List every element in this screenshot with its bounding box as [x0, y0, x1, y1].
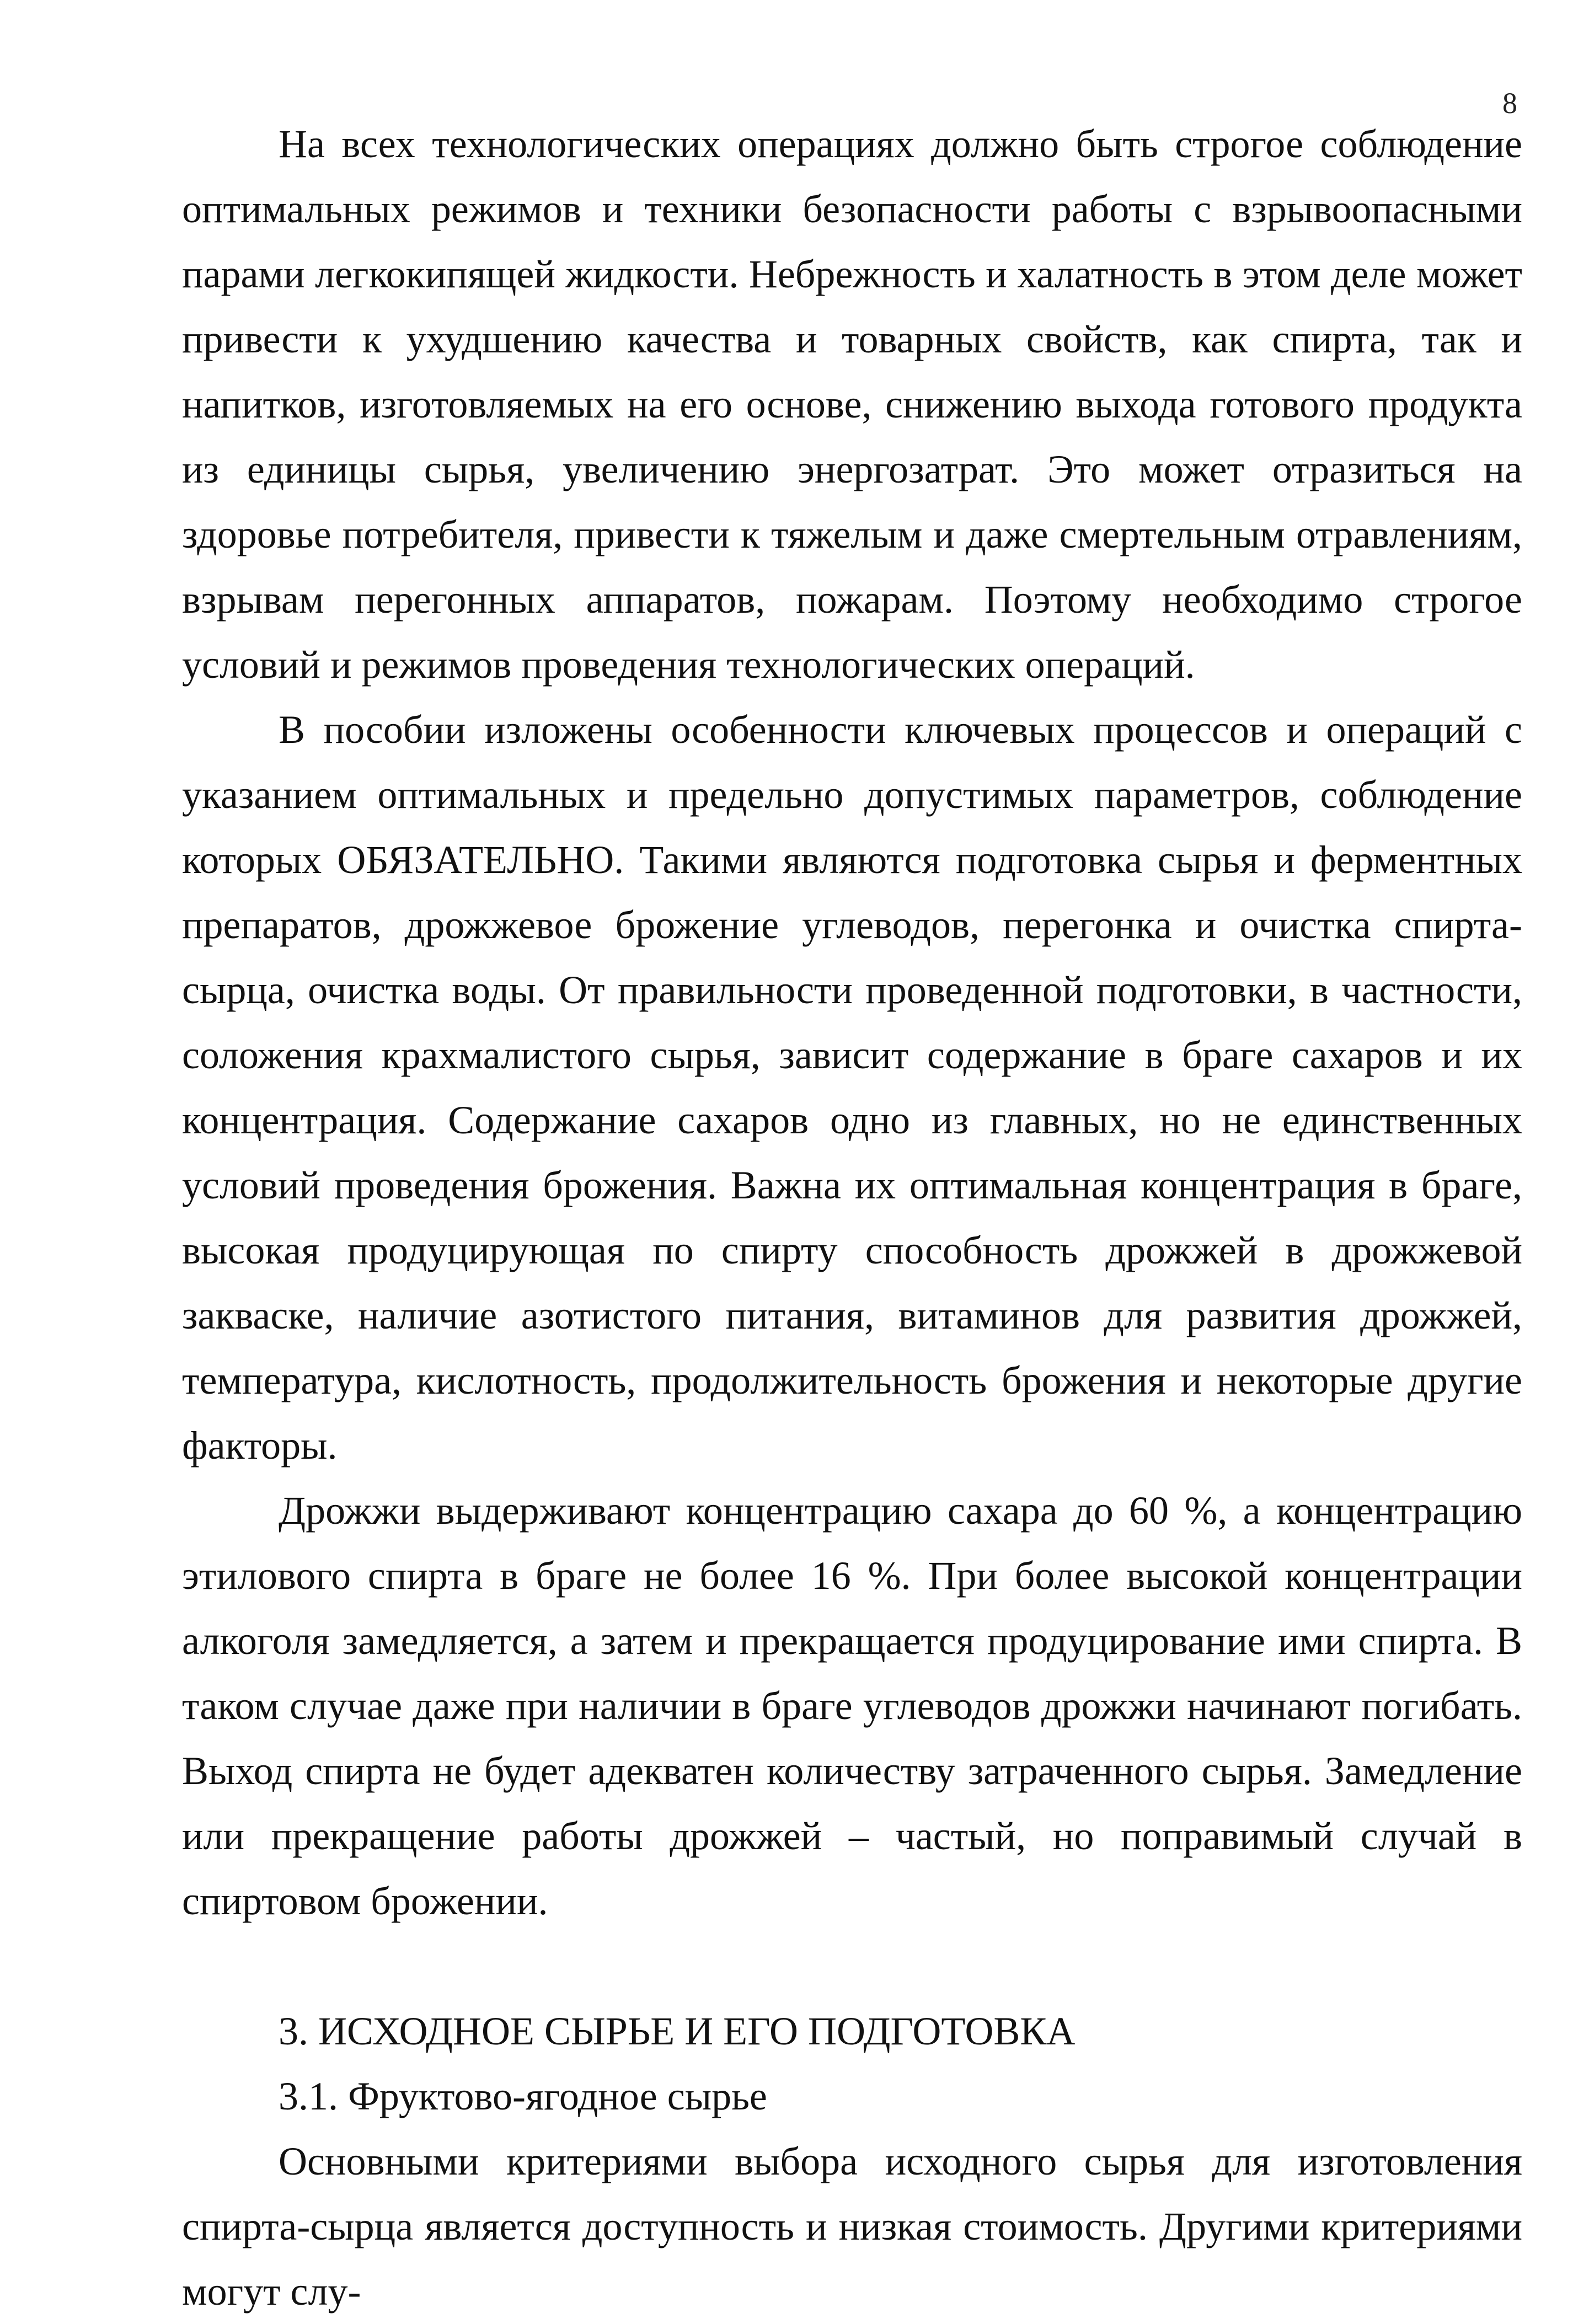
page-number: 8	[1502, 87, 1517, 120]
paragraph-raw-material-criteria: Основными критериями выбора исходного сырья для изготовления спирта-сырца является доступность и низкая стоимость. Другими критериями могут слу-	[182, 2139, 1522, 2314]
paragraph-yeast-tolerance: Дрожжи выдерживают концентрацию сахара до 60 %, а концентрацию этилового спирта в браге не более 16 %. При более высокой концентрации алкоголя замедляется, а затем и прекращается продуцирование ими спирта. В таком случае даже при наличии в браге углеводов дрожжи начинают погибать. Выход спирта не будет адекватен количеству затраченного сырья. Замедление или прекращение работы дрожжей – частый, но поправимый случай в спиртовом брожении.	[182, 1488, 1522, 1923]
subsection-heading: 3.1. Фруктово-ягодное сырье	[279, 2074, 767, 2118]
page-content	[182, 111, 1522, 2324]
paragraph-key-processes: В пособии изложены особенности ключевых процессов и операций с указанием оптимальных и предельно допустимых параметров, соблюдение которых ОБЯЗАТЕЛЬНО. Такими являются подготовка сырья и ферментных препаратов, дрожжевое брожение углеводов, перегонка и очистка спирта-сырца, очистка воды. От правильности проведенной подготовки, в частности, соложения крахмалистого сырья, зависит содержание в браге сахаров и их концентрация. Содержание сахаров одно из главных, но не единственных условий проведения брожения. Важна их оптимальная концентрация в браге, высокая продуцирующая по спирту способность дрожжей в дрожжевой закваске, наличие азотистого питания, витаминов для развития дрожжей, температура, кислотность, продолжительность брожения и некоторые другие факторы.	[182, 708, 1522, 1468]
section-heading: 3. ИСХОДНОЕ СЫРЬЕ И ЕГО ПОДГОТОВКА	[279, 2009, 1076, 2053]
paragraph-safety: На всех технологических операциях должно быть строгое соблюдение оптимальных режимов и техники безопасности работы с взрывоопасными парами легкокипящей жидкости. Небрежность и халатность в этом деле может привести к ухудшению качества и товарных свойств, как спирта, так и напитков, изготовляемых на его основе, снижению выхода готового продукта из единицы сырья, увеличению энергозатрат. Это может отразиться на здоровье потребителя, привести к тяжелым и даже смертельным отравлениям, взрывам перегонных аппаратов, пожарам. Поэтому необходимо строгое условий и режимов проведения технологических операций.	[182, 122, 1522, 687]
